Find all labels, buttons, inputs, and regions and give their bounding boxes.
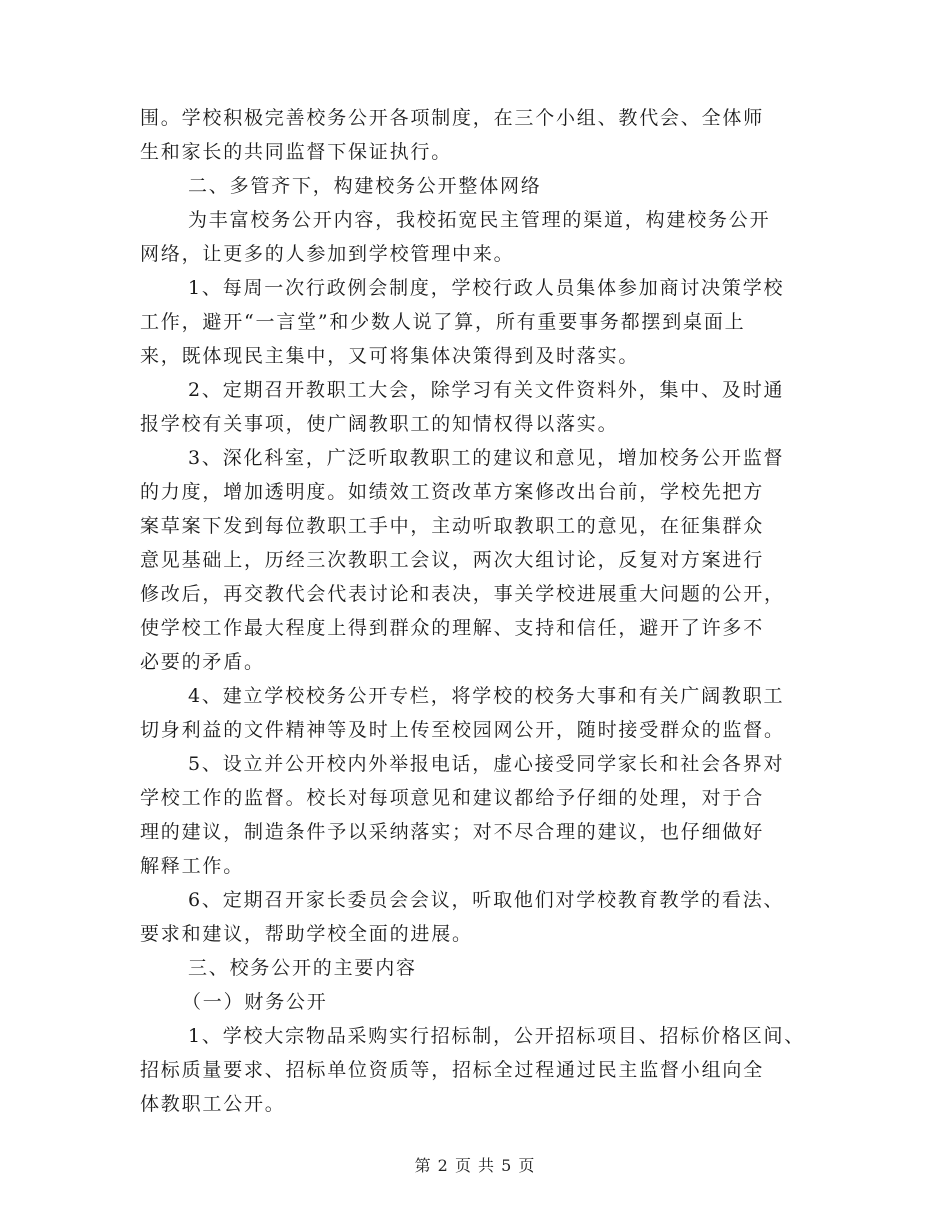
paragraph-line: 切身利益的文件精神等及时上传至校园网公开，随时接受群众的监督。 (140, 719, 785, 741)
paragraph-line: 理的建议，制造条件予以采纳落实；对不尽合理的建议，也仔细做好 (140, 821, 765, 843)
paragraph-line: 2、定期召开教职工大会，除学习有关文件资料外，集中、及时通 (188, 379, 785, 401)
paragraph-line: 网络，让更多的人参加到学校管理中来。 (140, 243, 515, 265)
page-number-footer: 第 2 页 共 5 页 (414, 1156, 536, 1175)
paragraph-line: 的力度，增加透明度。如绩效工资改革方案修改出台前，学校先把方 (140, 481, 765, 503)
paragraph-line: 学校工作的监督。校长对每项意见和建议都给予仔细的处理，对于合 (140, 787, 765, 809)
paragraph-line: 4、建立学校校务公开专栏，将学校的校务大事和有关广阔教职工 (188, 685, 785, 707)
paragraph-line: 体教职工公开。 (140, 1093, 286, 1115)
paragraph-line: 围。学校积极完善校务公开各项制度，在三个小组、教代会、全体师 (140, 107, 765, 129)
paragraph-line: 修改后，再交教代会代表讨论和表决，事关学校进展重大问题的公开， (140, 583, 785, 605)
paragraph-line: 5、设立并公开校内外举报电话，虚心接受同学家长和社会各界对 (188, 753, 785, 775)
paragraph-line: 工作，避开“一言堂”和少数人说了算，所有重要事务都摆到桌面上 (140, 311, 746, 333)
paragraph-line: 1、每周一次行政例会制度，学校行政人员集体参加商讨决策学校 (188, 277, 785, 299)
paragraph-line: 为丰富校务公开内容，我校拓宽民主管理的渠道，构建校务公开 (188, 209, 771, 231)
paragraph-line: 招标质量要求、招标单位资质等，招标全过程通过民主监督小组向全 (140, 1059, 765, 1081)
paragraph-line: 必要的矛盾。 (140, 651, 265, 673)
paragraph-line: 使学校工作最大程度上得到群众的理解、支持和信任，避开了许多不 (140, 617, 765, 639)
paragraph-line: 意见基础上，历经三次教职工会议，两次大组讨论，反复对方案进行 (140, 549, 765, 571)
paragraph-line: 报学校有关事项，使广阔教职工的知情权得以落实。 (140, 413, 619, 435)
paragraph-line: 6、定期召开家长委员会会议，听取他们对学校教育教学的看法、 (188, 889, 785, 911)
subsection-heading: （一）财务公开 (182, 991, 328, 1013)
paragraph-line: 生和家长的共同监督下保证执行。 (140, 141, 453, 163)
paragraph-line: 案草案下发到每位教职工手中，主动听取教职工的意见，在征集群众 (140, 515, 765, 537)
paragraph-line: 要求和建议，帮助学校全面的进展。 (140, 923, 473, 945)
paragraph-line: 解释工作。 (140, 855, 245, 877)
section-heading: 三、校务公开的主要内容 (188, 957, 417, 979)
paragraph-line: 来，既体现民主集中，又可将集体决策得到及时落实。 (140, 345, 640, 367)
paragraph-line: 1、学校大宗物品采购实行招标制，公开招标项目、招标价格区间、 (188, 1025, 806, 1047)
paragraph-line: 3、深化科室，广泛听取教职工的建议和意见，增加校务公开监督 (188, 447, 785, 469)
section-heading: 二、多管齐下，构建校务公开整体网络 (188, 175, 542, 197)
